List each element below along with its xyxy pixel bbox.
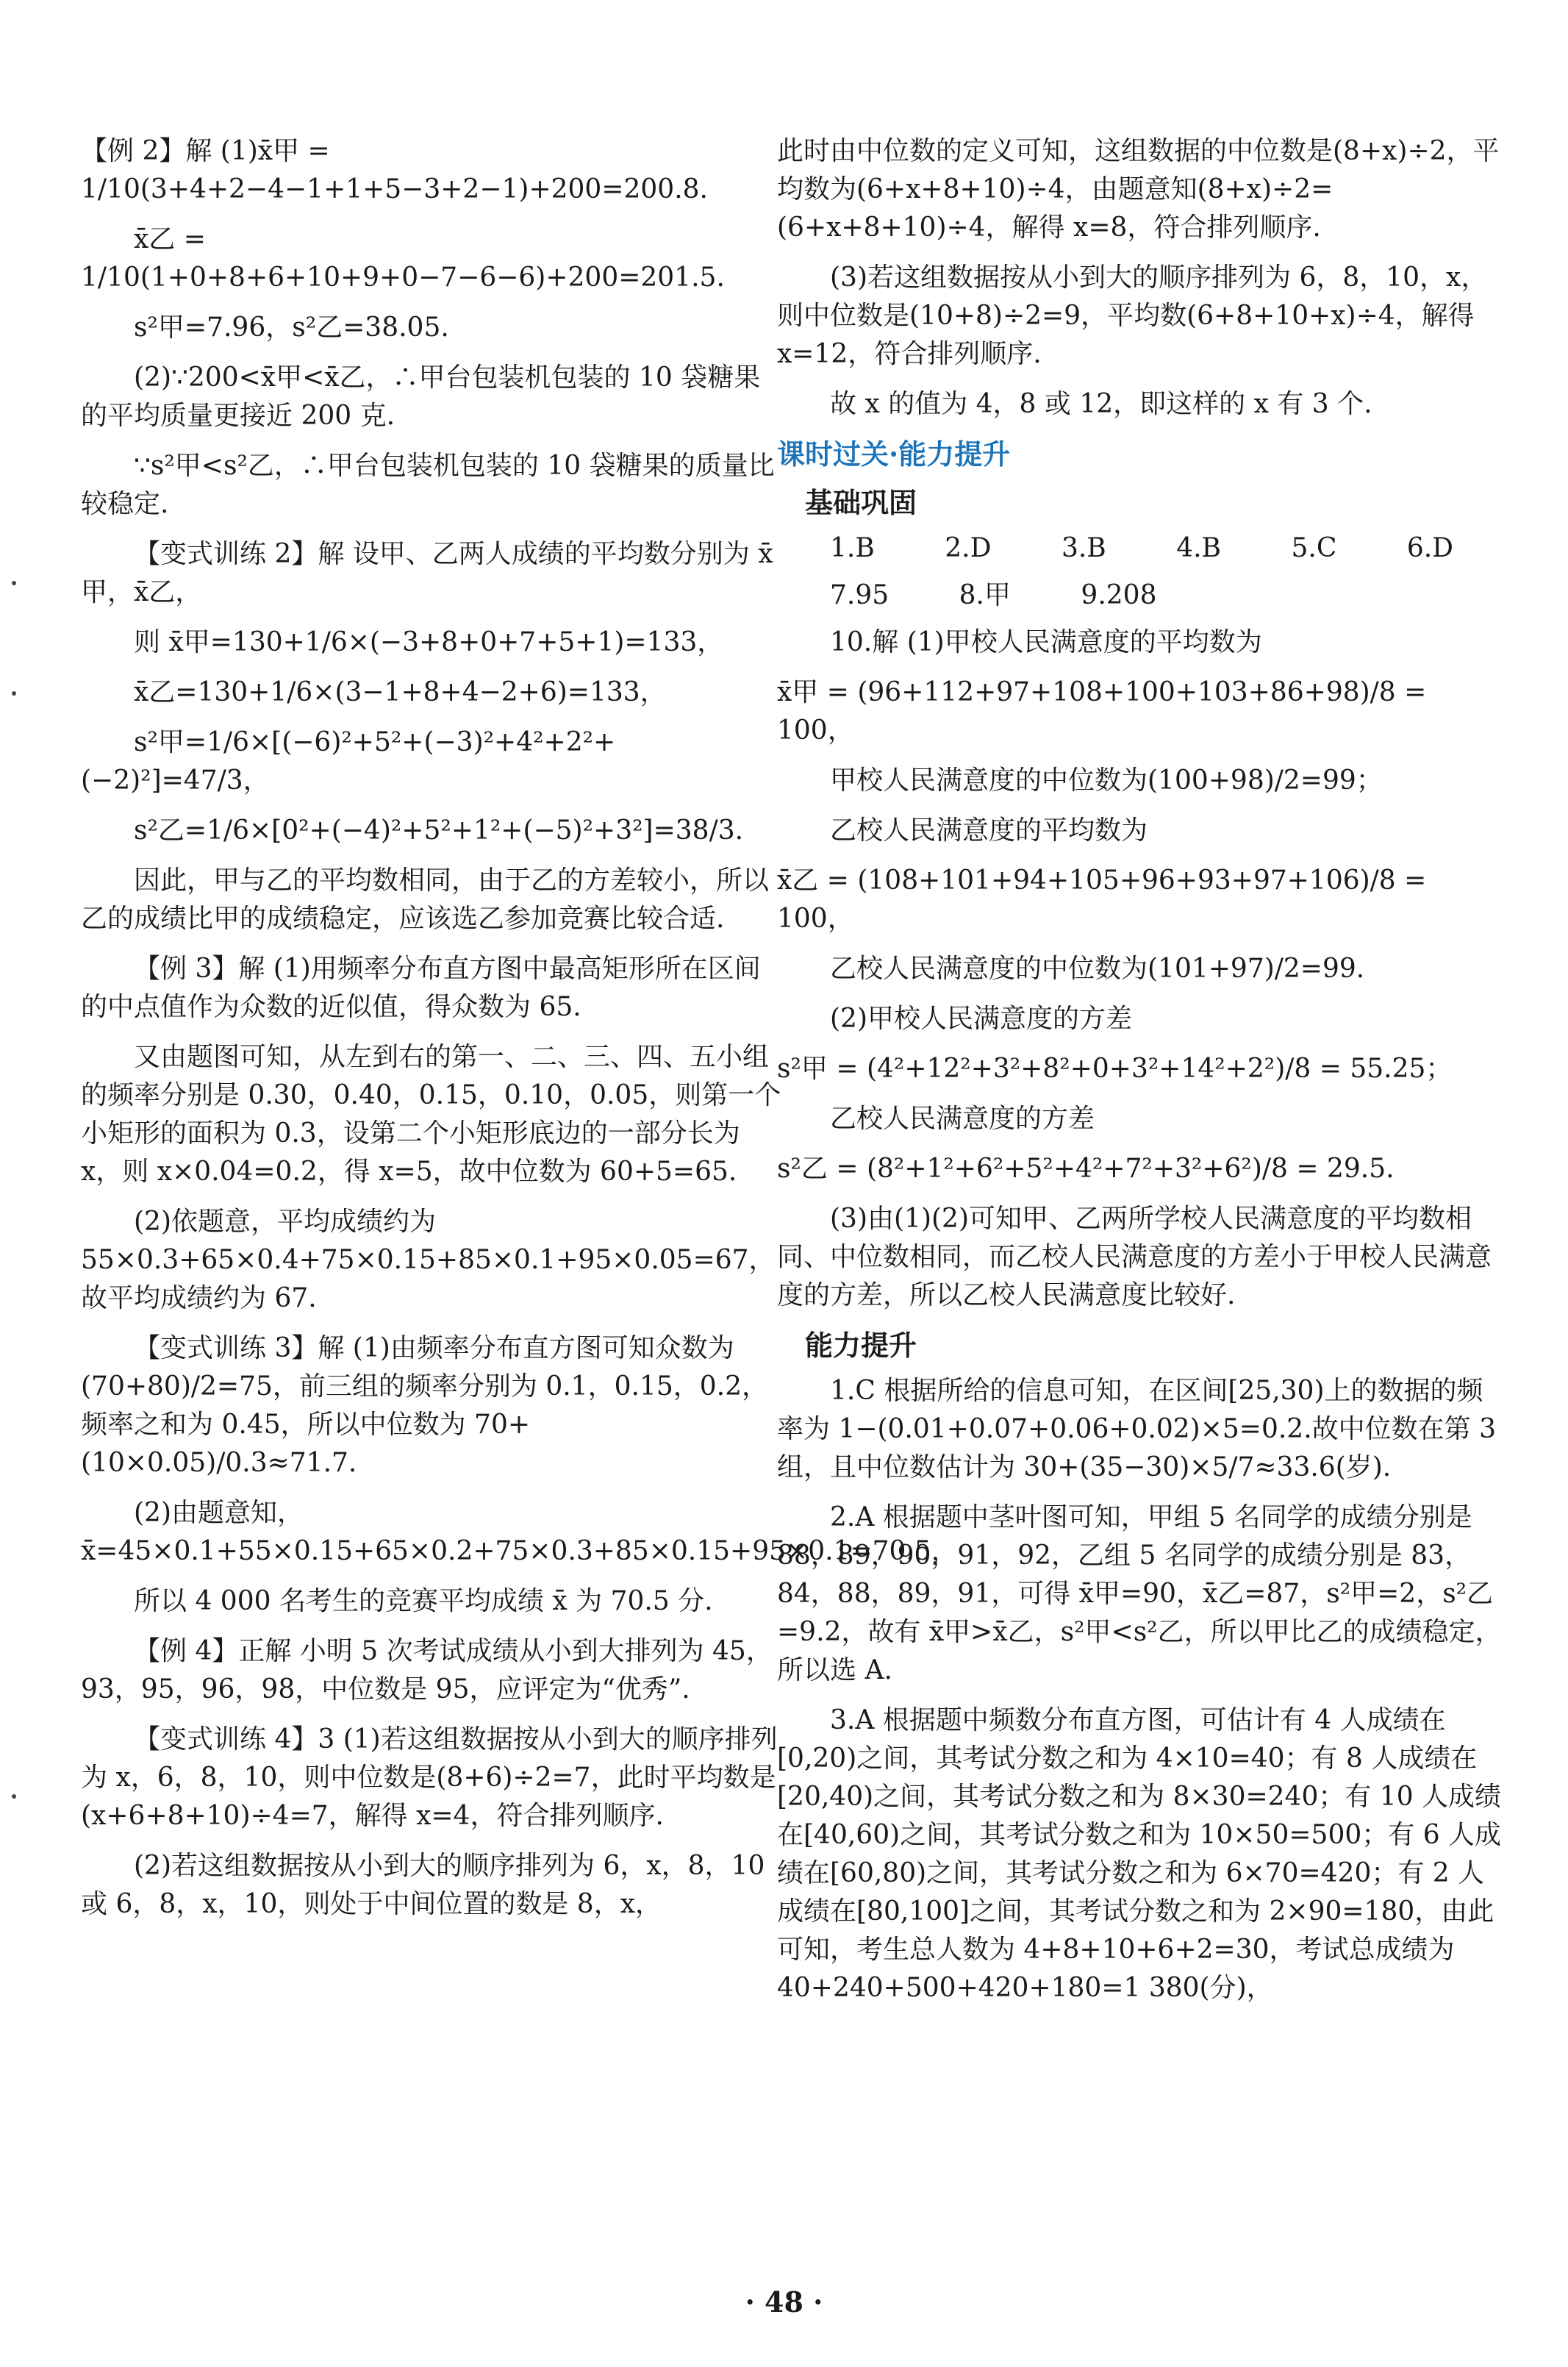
paragraph: 则 x̄甲=130+1/6×(−3+8+0+7+5+1)=133， — [134, 627, 724, 657]
paragraph: 故 x 的值为 4，8 或 12，即这样的 x 有 3 个. — [830, 389, 1372, 419]
formula: x̄乙 = (108+101+94+105+96+93+97+106)/8 = 100， — [777, 865, 1427, 934]
paragraph: 【例 3】解 (1)用频率分布直方图中最高矩形所在区间的中点值作为众数的近似值，得众数为 65. — [81, 954, 761, 1022]
answer-item: 6.D — [1406, 533, 1454, 563]
paragraph: 甲校人民满意度的中位数为(100+98)/2=99； — [830, 765, 1383, 796]
answer-item: 2.D — [945, 533, 992, 563]
page-number: · 48 · — [745, 2285, 823, 2318]
paragraph: 乙校人民满意度的中位数为(101+97)/2=99. — [830, 954, 1365, 984]
paragraph: 1.C 根据所给的信息可知，在区间[25,30)上的数据的频率为 1−(0.01+0.07+0.06+0.02)×5=0.2.故中位数在第 3 组，且中位数估计为 30+(35−30)×5/7≈33.6(岁). — [777, 1376, 1496, 1482]
paragraph: 所以 4 000 名考生的竞赛平均成绩 x̄ 为 70.5 分. — [134, 1586, 713, 1616]
paragraph: ∵s²甲<s²乙，∴甲台包装机包装的 10 袋糖果的质量比较稳定. — [81, 451, 775, 519]
paragraph: 【变式训练 4】3 (1)若这组数据按从小到大的顺序排列为 x，6，8，10，则中位数是(8+6)÷2=7，此时平均数是(x+6+8+10)÷4=7，解得 x=4，符合排列顺序. — [81, 1724, 778, 1831]
answer-row — [777, 576, 1505, 615]
answer-item: 3.B — [1061, 533, 1106, 563]
answer-item: 8.甲 — [959, 580, 1011, 610]
paragraph: 10.解 (1)甲校人民满意度的平均数为 — [830, 627, 1262, 657]
margin-dot — [12, 691, 16, 696]
section-heading: 课时过关·能力提升 — [777, 438, 1011, 471]
margin-dot — [12, 581, 16, 585]
paragraph: x̄乙 = 1/10(1+0+8+6+10+9+0−7−6−6)+200=201.5. — [81, 224, 725, 293]
paragraph: 3.A 根据题中频数分布直方图，可估计有 4 人成绩在[0,20)之间，其考试分数之和为 4×10=40；有 8 人成绩在[20,40)之间，其考试分数之和为 8×30=240；有 10 人成绩在[40,60)之间，其考试分数之和为 10×50=500；有 6 人成绩在[60,80)之间，其考试分数之和为 6×70=420；有 2 人成绩在[80,100]之间，其考试分数之和为 2×90=180，由此可知，考生总人数为 4+8+10+6+2=30，考试总成绩为 40+240+500+420+180=1 380(分)， — [777, 1705, 1502, 2003]
paragraph: (3)由(1)(2)可知甲、乙两所学校人民满意度的平均数相同、中位数相同，而乙校人民满意度的方差小于甲校人民满意度的方差，所以乙校人民满意度比较好. — [777, 1204, 1492, 1310]
paragraph: 【变式训练 2】解 设甲、乙两人成绩的平均数分别为 x̄甲，x̄乙， — [81, 539, 773, 607]
paragraph: 乙校人民满意度的平均数为 — [830, 815, 1148, 846]
formula: s²甲 = (4²+12²+3²+8²+0+3²+14²+2²)/8 = 55.25； — [777, 1054, 1453, 1084]
answer-item: 7.95 — [830, 580, 889, 610]
paragraph: (2)依题意，平均成绩约为 55×0.3+65×0.4+75×0.15+85×0.1+95×0.05=67，故平均成绩约为 67. — [81, 1207, 776, 1313]
paragraph: 【例 2】解 (1)x̄甲 = 1/10(3+4+2−4−1+1+5−3+2−1)+200=200.8. — [81, 136, 708, 204]
answer-item: 9.208 — [1081, 580, 1157, 610]
right-column — [777, 132, 1505, 2019]
paragraph: 又由题图可知，从左到右的第一、二、三、四、五小组的频率分别是 0.30，0.40，0.15，0.10，0.05，则第一个小矩形的面积为 0.3，设第二个小矩形底边的一部分长为 x，则 x×0.04=0.2，得 x=5，故中位数为 60+5=65. — [81, 1042, 781, 1187]
paragraph: s²甲=1/6×[(−6)²+5²+(−3)²+4²+2²+(−2)²]=47/3， — [81, 727, 616, 796]
paragraph: (2)∵200<x̄甲<x̄乙，∴甲台包装机包装的 10 袋糖果的平均质量更接近 200 克. — [81, 363, 761, 431]
paragraph: x̄乙=130+1/6×(3−1+8+4−2+6)=133， — [134, 677, 667, 707]
formula: s²乙 = (8²+1²+6²+5²+4²+7²+3²+6²)/8 = 29.5. — [777, 1154, 1395, 1184]
answer-item: 5.C — [1291, 533, 1337, 563]
paragraph: 【例 4】正解 小明 5 次考试成绩从小到大排列为 45，93，95，96，98，中位数是 95，应评定为“优秀”. — [81, 1636, 773, 1704]
answer-item: 1.B — [830, 533, 875, 563]
paragraph: s²甲=7.96，s²乙=38.05. — [134, 313, 449, 343]
formula: x̄甲 = (96+112+97+108+100+103+86+98)/8 = 100， — [777, 677, 1427, 746]
paragraph: 【变式训练 3】解 (1)由频率分布直方图可知众数为(70+80)/2=75，前三组的频率分别为 0.1，0.15，0.2，频率之和为 0.45，所以中位数为 70+(10×0.05)/0.3≈71.7. — [81, 1333, 768, 1478]
answer-row — [777, 529, 1505, 568]
paragraph: (2)若这组数据按从小到大的顺序排列为 6，x，8，10 或 6，8，x，10，则处于中间位置的数是 8，x， — [81, 1851, 765, 1919]
paragraph: (2)甲校人民满意度的方差 — [830, 1004, 1132, 1034]
paragraph: 乙校人民满意度的方差 — [830, 1104, 1095, 1134]
answer-item: 4.B — [1176, 533, 1222, 563]
paragraph: 2.A 根据题中茎叶图可知，甲组 5 名同学的成绩分别是 88，89，90，91，92，乙组 5 名同学的成绩分别是 83，84，88，89，91，可得 x̄甲=90，x̄乙=87，s²甲=2，s²乙=9.2，故有 x̄甲>x̄乙，s²甲<s²乙，所以甲比乙的成绩稳定，所以选 A. — [777, 1502, 1502, 1685]
paragraph: 因此，甲与乙的平均数相同，由于乙的方差较小，所以乙的成绩比甲的成绩稳定，应该选乙参加竞赛比较合适. — [81, 865, 770, 934]
paragraph: (2)由题意知，x̄=45×0.1+55×0.15+65×0.2+75×0.3+85×0.15+95×0.1=70.5， — [81, 1498, 958, 1566]
subsection-heading: 基础巩固 — [805, 486, 917, 519]
paragraph: 此时由中位数的定义可知，这组数据的中位数是(8+x)÷2，平均数为(6+x+8+10)÷4，由题意知(8+x)÷2=(6+x+8+10)÷4，解得 x=8，符合排列顺序. — [777, 136, 1500, 243]
paragraph: s²乙=1/6×[0²+(−4)²+5²+1²+(−5)²+3²]=38/3. — [134, 815, 744, 846]
margin-dot — [12, 1794, 16, 1799]
subsection-heading: 能力提升 — [805, 1329, 917, 1362]
paragraph: (3)若这组数据按从小到大的顺序排列为 6，8，10，x，则中位数是(10+8)÷2=9，平均数(6+8+10+x)÷4，解得 x=12，符合排列顺序. — [777, 263, 1488, 369]
